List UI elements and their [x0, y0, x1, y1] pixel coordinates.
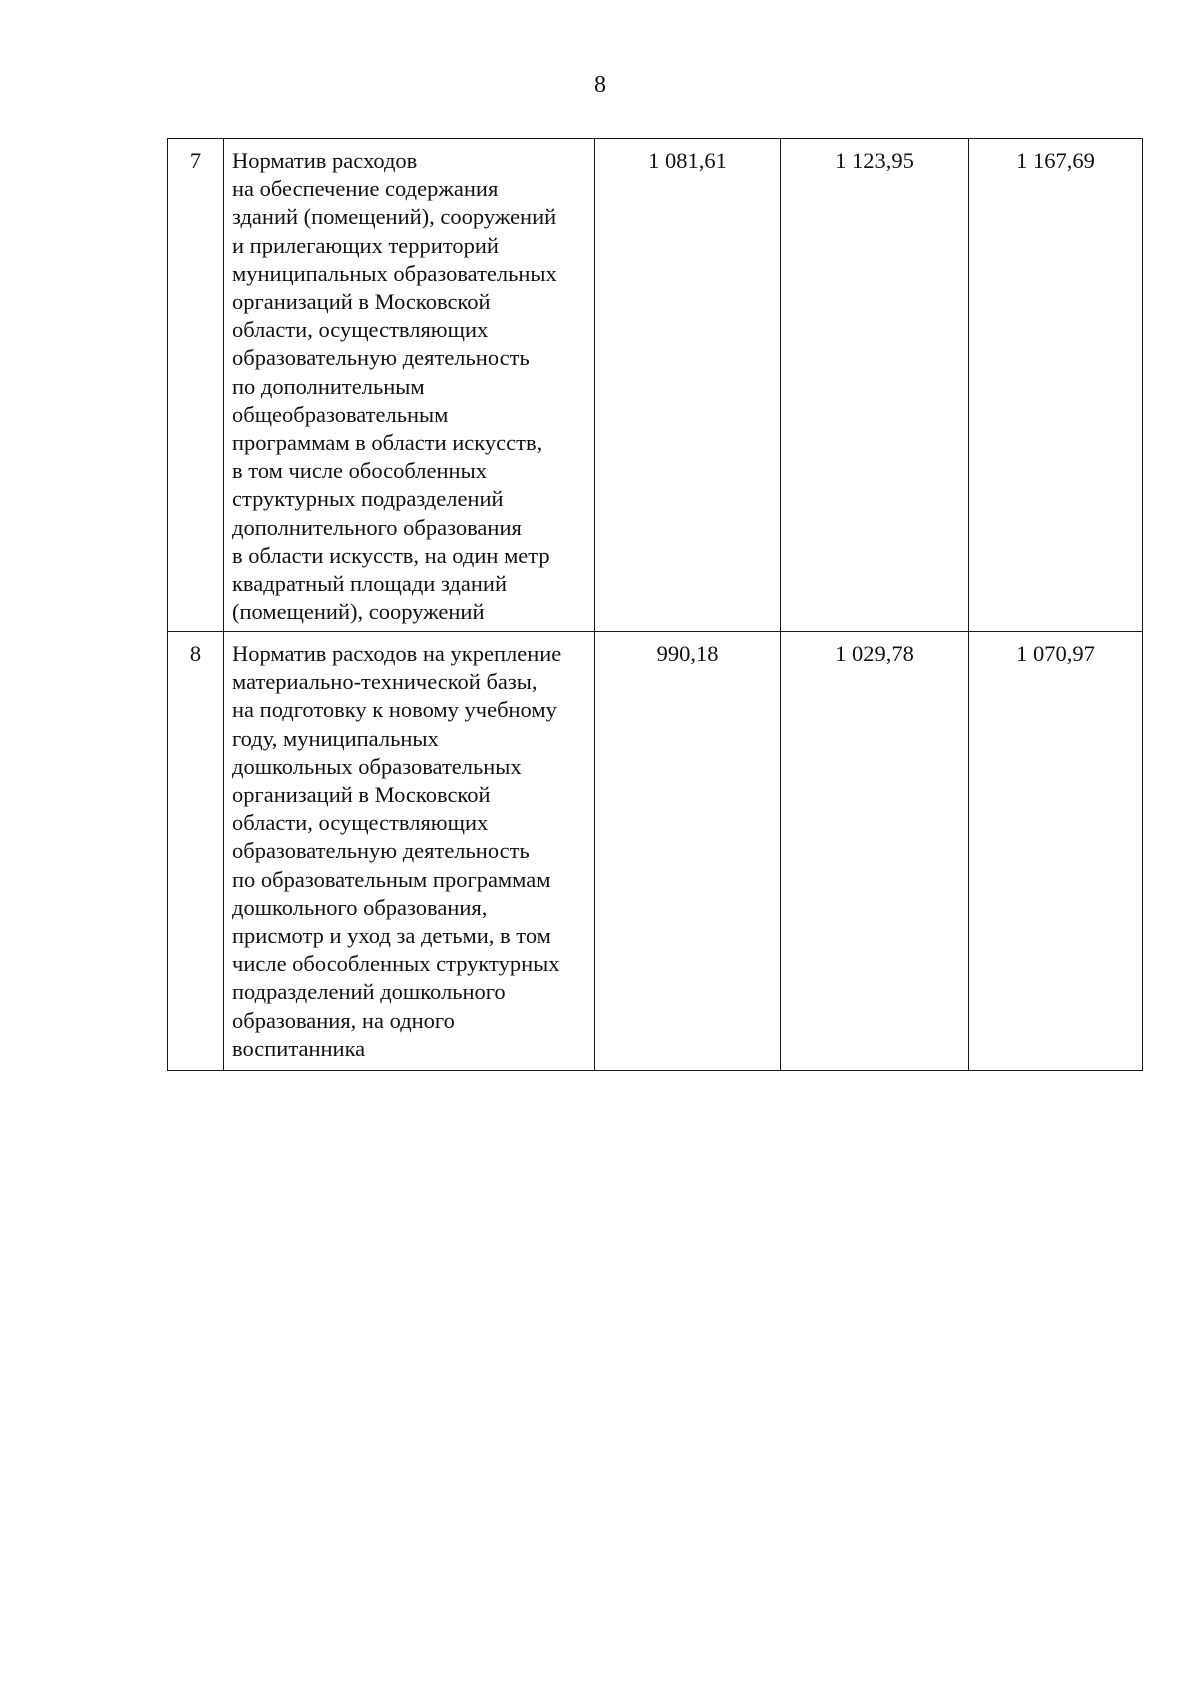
value-cell: 990,18 [595, 632, 781, 1071]
value-cell: 1 167,69 [969, 139, 1143, 632]
value-cell: 1 123,95 [781, 139, 969, 632]
table-row [168, 139, 1143, 632]
row-number: 7 [168, 139, 224, 632]
value-cell: 1 081,61 [595, 139, 781, 632]
value-cell: 1 029,78 [781, 632, 969, 1071]
table-row [168, 632, 1143, 1071]
value-cell: 1 070,97 [969, 632, 1143, 1071]
norm-description: Норматив расходов на укрепление материально-технической базы, на подготовку к новому учебному году, муниципальных дошкольных образовательных организаций в Московской области, осуществляющих образовательную деятельность по образовательным программам дошкольного образования, присмотр и уход за детьми, в том числе обособленных структурных подразделений дошкольного образования, на одного воспитанника [224, 632, 595, 1071]
page-number: 8 [594, 72, 606, 98]
expense-norms-table [167, 138, 1143, 1071]
row-number: 8 [168, 632, 224, 1071]
norm-description: Норматив расходов на обеспечение содержания зданий (помещений), сооружений и прилегающих территорий муниципальных образовательных организаций в Московской области, осуществляющих образовательную деятельность по дополнительным общеобразовательным программам в области искусств, в том числе обособленных структурных подразделений дополнительного образования в области искусств, на один метр квадратный площади зданий (помещений), сооружений [224, 139, 595, 632]
